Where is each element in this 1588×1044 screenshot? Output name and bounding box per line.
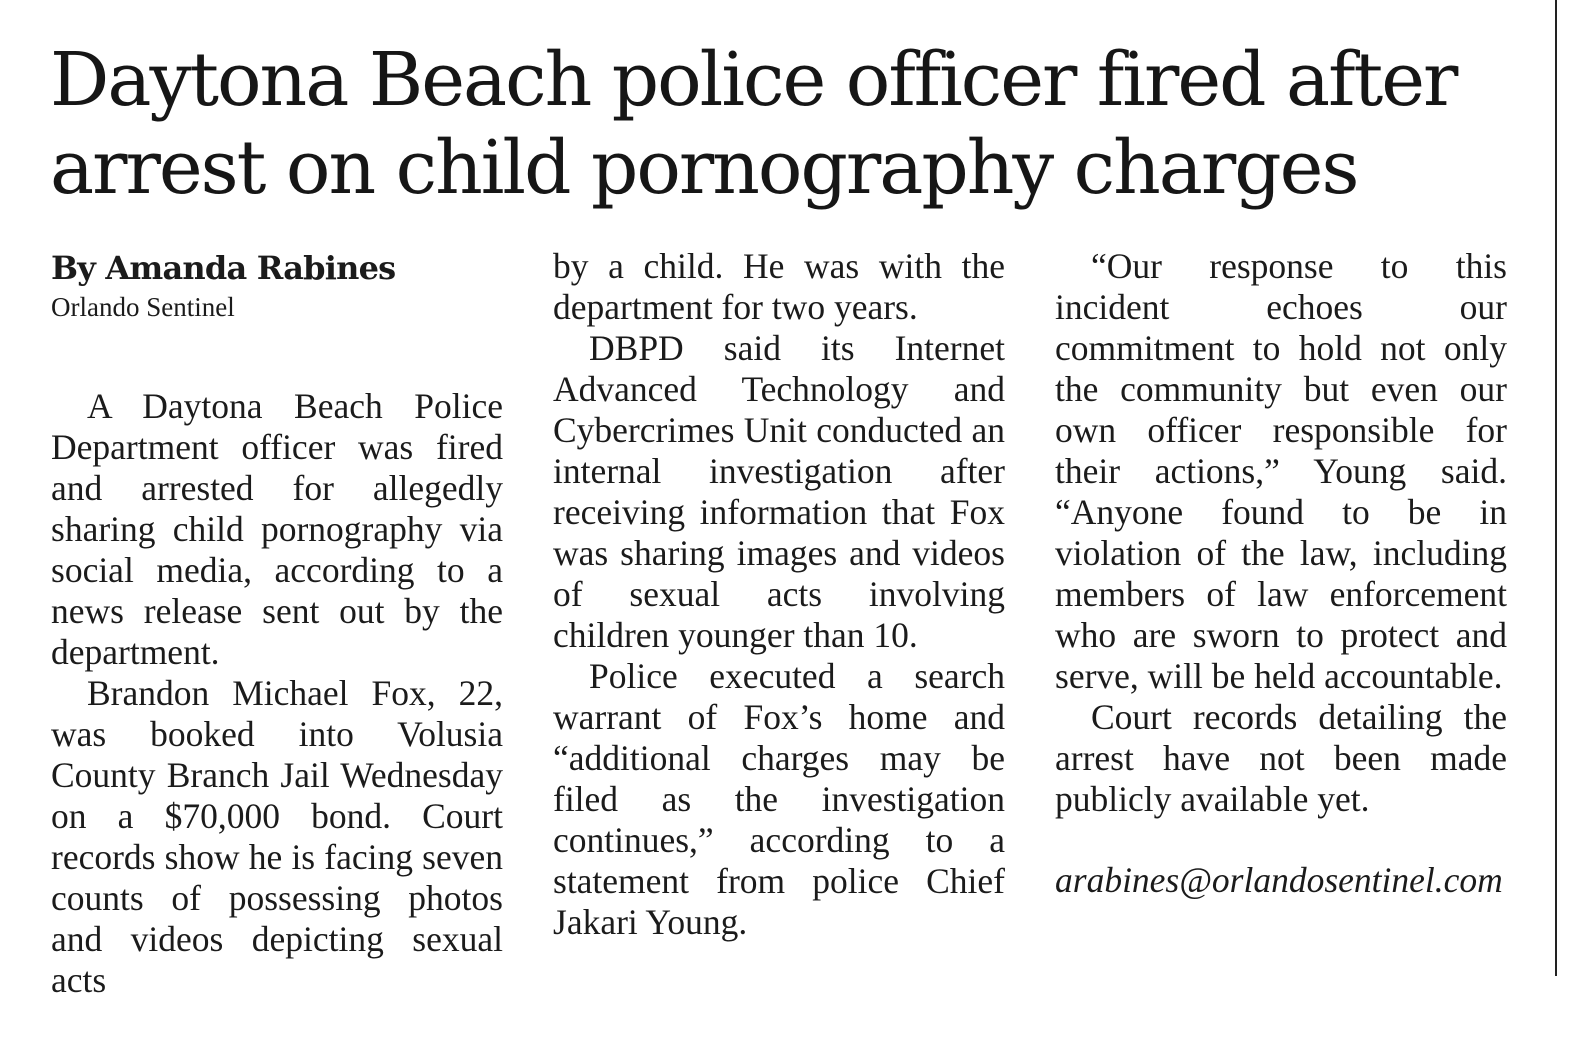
paragraph: Brandon Michael Fox, 22, was booked into Volusia County Branch Jail Wednesday on a $70,000 bond. Court records show he is facing seven counts of possessing photos and videos depicting sexual acts [51,673,503,1000]
byline: By Amanda Rabines [51,249,396,287]
paragraph: Court records detailing the arrest have not been made publicly available yet. [1055,697,1507,819]
column-1 [51,246,503,1001]
paragraph-continued: by a child. He was with the department for two years. [553,246,1005,327]
column-rule [1555,0,1557,976]
paragraph: Police executed a search warrant of Fox’s home and “additional charges may be filed as the investigation continues,” according to a statement from police Chief Jakari Young. [553,656,1005,942]
paragraph: DBPD said its Internet Advanced Technology and Cybercrimes Unit conducted an internal investigation after receiving information that Fox was sharing images and videos of sexual acts involving children younger than 10. [553,328,1005,655]
outlet-name: Orlando Sentinel [51,292,235,322]
column-3 [1055,246,1507,901]
paragraph: A Daytona Beach Police Department officer was fired and arrested for allegedly sharing child pornography via social media, according to a news release sent out by the department. [51,386,503,672]
headline: Daytona Beach police officer fired after arrest on child pornography charges [50,37,1457,211]
paragraph: “Our response to this incident echoes our commitment to hold not only the community but even our own officer responsible for their actions,” Young said. “Anyone found to be in violation of the law, including members of law enforcement who are sworn to protect and serve, will be held accountable. [1055,246,1507,696]
author-email: arabines@orlandosentinel.com [1055,860,1503,900]
column-2 [553,246,1005,943]
